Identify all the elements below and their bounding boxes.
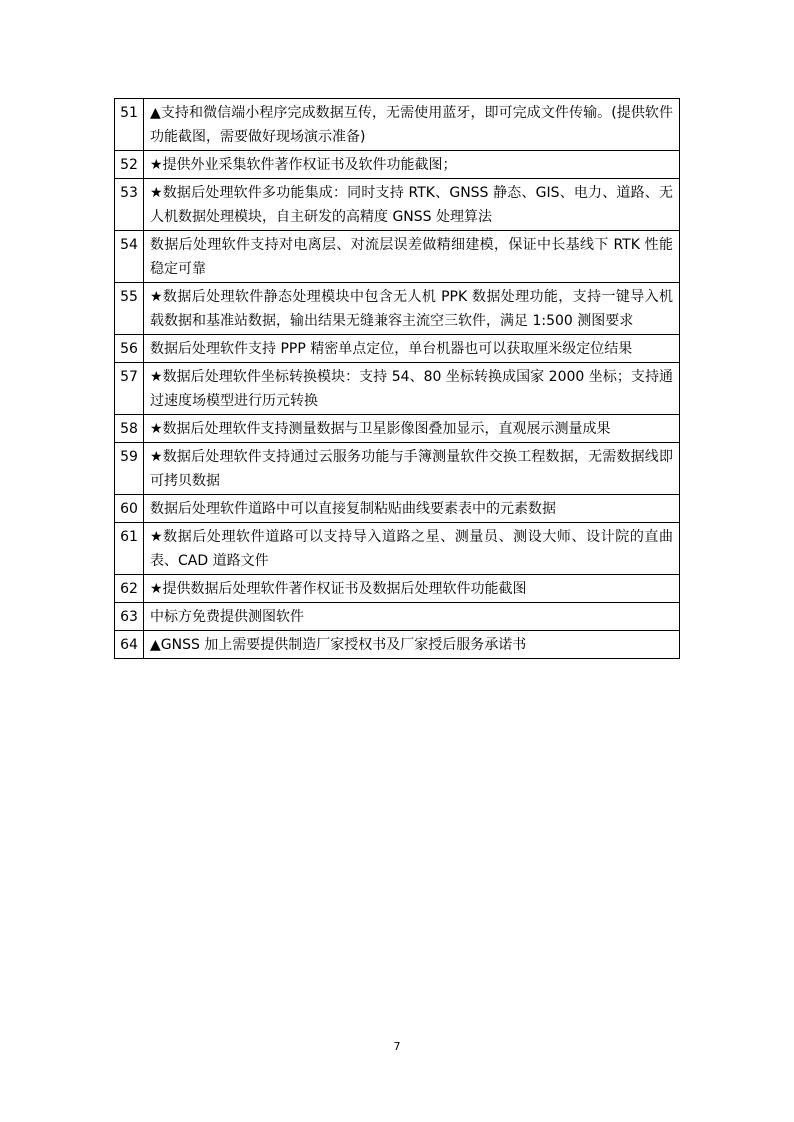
table-row bbox=[115, 443, 680, 495]
requirement-text: 数据后处理软件道路中可以直接复制粘贴曲线要素表中的元素数据 bbox=[144, 495, 680, 523]
row-number: 52 bbox=[115, 151, 144, 179]
row-number: 64 bbox=[115, 631, 144, 659]
row-number: 53 bbox=[115, 179, 144, 231]
row-number: 51 bbox=[115, 99, 144, 151]
table-row bbox=[115, 99, 680, 151]
table-row bbox=[115, 179, 680, 231]
table-row bbox=[115, 603, 680, 631]
row-number: 61 bbox=[115, 523, 144, 575]
table-row bbox=[115, 363, 680, 415]
requirements-table bbox=[114, 98, 680, 659]
requirement-text: 中标方免费提供测图软件 bbox=[144, 603, 680, 631]
table-row bbox=[115, 415, 680, 443]
requirement-text: ★数据后处理软件支持通过云服务功能与手簿测量软件交换工程数据，无需数据线即可拷贝数据 bbox=[144, 443, 680, 495]
requirement-text: ★数据后处理软件坐标转换模块：支持 54、80 坐标转换成国家 2000 坐标；支持通过速度场模型进行历元转换 bbox=[144, 363, 680, 415]
row-number: 58 bbox=[115, 415, 144, 443]
row-number: 62 bbox=[115, 575, 144, 603]
requirement-text: ★数据后处理软件支持测量数据与卫星影像图叠加显示，直观展示测量成果 bbox=[144, 415, 680, 443]
table-row bbox=[115, 335, 680, 363]
requirements-table-body bbox=[115, 99, 680, 659]
row-number: 63 bbox=[115, 603, 144, 631]
row-number: 60 bbox=[115, 495, 144, 523]
page-number: 7 bbox=[393, 1040, 401, 1053]
table-row bbox=[115, 575, 680, 603]
table-row bbox=[115, 283, 680, 335]
table-row bbox=[115, 523, 680, 575]
table-row bbox=[115, 495, 680, 523]
table-row bbox=[115, 151, 680, 179]
requirement-text: ▲GNSS 加上需要提供制造厂家授权书及厂家授后服务承诺书 bbox=[144, 631, 680, 659]
requirement-text: ▲支持和微信端小程序完成数据互传，无需使用蓝牙，即可完成文件传输。(提供软件功能截图，需要做好现场演示准备) bbox=[144, 99, 680, 151]
row-number: 57 bbox=[115, 363, 144, 415]
requirement-text: ★数据后处理软件多功能集成：同时支持 RTK、GNSS 静态、GIS、电力、道路、无人机数据处理模块，自主研发的高精度 GNSS 处理算法 bbox=[144, 179, 680, 231]
row-number: 55 bbox=[115, 283, 144, 335]
requirement-text: ★提供外业采集软件著作权证书及软件功能截图； bbox=[144, 151, 680, 179]
table-row bbox=[115, 231, 680, 283]
requirement-text: 数据后处理软件支持 PPP 精密单点定位，单台机器也可以获取厘米级定位结果 bbox=[144, 335, 680, 363]
requirement-text: ★提供数据后处理软件著作权证书及数据后处理软件功能截图 bbox=[144, 575, 680, 603]
requirement-text: ★数据后处理软件道路可以支持导入道路之星、测量员、测设大师、设计院的直曲表、CAD 道路文件 bbox=[144, 523, 680, 575]
row-number: 59 bbox=[115, 443, 144, 495]
requirement-text: 数据后处理软件支持对电离层、对流层误差做精细建模，保证中长基线下 RTK 性能稳定可靠 bbox=[144, 231, 680, 283]
row-number: 56 bbox=[115, 335, 144, 363]
row-number: 54 bbox=[115, 231, 144, 283]
table-row bbox=[115, 631, 680, 659]
requirement-text: ★数据后处理软件静态处理模块中包含无人机 PPK 数据处理功能，支持一键导入机载数据和基准站数据，输出结果无缝兼容主流空三软件，满足 1:500 测图要求 bbox=[144, 283, 680, 335]
